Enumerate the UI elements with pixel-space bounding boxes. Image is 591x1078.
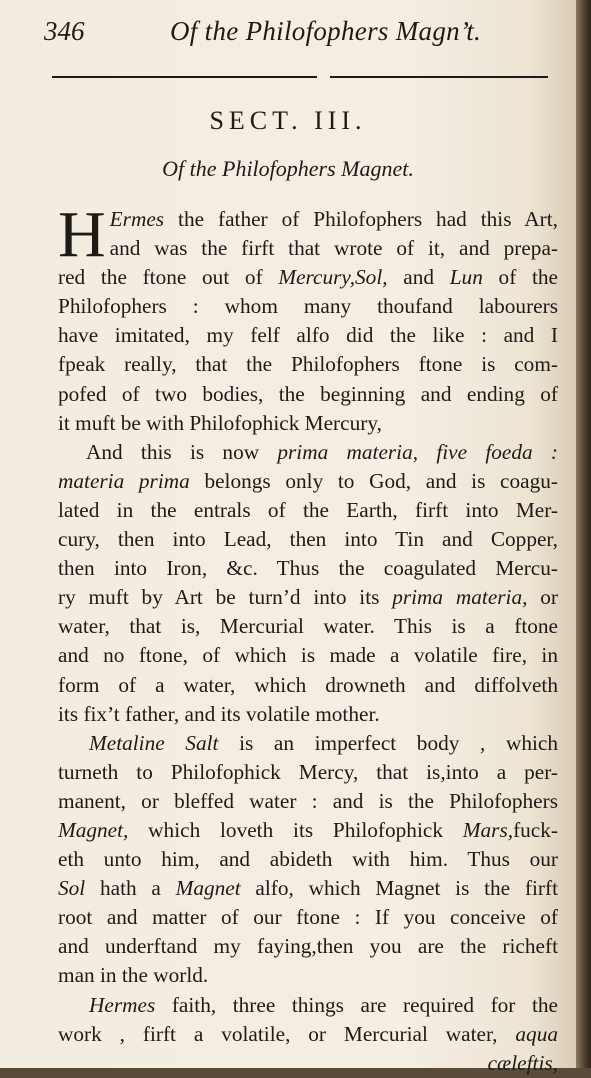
text-run: belongs only to God, and is coagu- (189, 468, 558, 493)
text-line (58, 816, 558, 845)
text-run: of the (482, 265, 558, 290)
text-line: manent, or bleffed water : and is the Philofophers (58, 788, 558, 813)
text-run: Metaline Salt (89, 730, 219, 755)
text-line: then into Iron, &c. Thus the coagulated Mercu- (58, 556, 558, 581)
text-line: form of a water, which drowneth and diffolveth (58, 672, 558, 697)
text-line (58, 263, 558, 292)
text-line: and was the firft that wrote of it, and prepa- (109, 236, 558, 261)
running-head (44, 14, 536, 54)
text-line: water, that is, Mercurial water. This is a ftone (58, 614, 558, 639)
text-run: or (527, 585, 558, 610)
text-run: work , firft a volatile, or Mercurial water, (58, 1021, 516, 1046)
text-run: fuck- (513, 817, 558, 842)
section-heading: SECT. III. (209, 106, 367, 135)
text-run: which loveth its Philofophick (128, 817, 463, 842)
text-line (58, 205, 558, 234)
text-line (58, 991, 558, 1020)
header-rule-right (330, 76, 548, 78)
text-run: prima materia, five foeda : (277, 439, 558, 464)
text-line: turneth to Philofophick Mercy, that is,into a per- (58, 759, 558, 784)
text-run: And this is now (86, 439, 278, 464)
page-number: 346 (44, 16, 85, 46)
text-run: prima materia, (392, 585, 528, 610)
text-run: alfo, which Magnet is the firft (240, 876, 558, 901)
text-run: is an imperfect body , which (218, 730, 558, 755)
paragraph-4 (58, 991, 558, 1078)
text-line: and underftand my faying,then you are the richeft (58, 934, 558, 959)
text-run: Mars, (462, 817, 514, 842)
text-run: Magnet, (58, 817, 129, 842)
text-run: Lun (449, 265, 483, 290)
body-text (58, 198, 558, 1078)
paragraph-3 (58, 729, 558, 991)
text-run: and (387, 265, 450, 290)
text-line (58, 438, 558, 467)
text-line: man in the world. (58, 963, 209, 988)
text-run: ry muft by Art be turn’d into its (58, 585, 393, 610)
text-line: root and matter of our ftone : If you conceive of (58, 905, 558, 930)
text-line: its fix’t father, and its volatile mother. (58, 701, 380, 726)
text-line (58, 874, 558, 903)
text-run: materia prima (58, 468, 190, 493)
text-line (58, 1020, 558, 1049)
text-line: eth unto him, and abideth with him. Thus our (58, 847, 558, 872)
text-run: Sol (58, 876, 86, 901)
text-line: fpeak really, that the Philofophers ftone is com- (58, 352, 558, 377)
running-title: Of the Philofophers Magn’t. (170, 16, 482, 46)
text-line: Philofophers : whom many thoufand labourers (58, 294, 558, 319)
text-line: have imitated, my felf alfo did the like : and I (58, 323, 558, 348)
text-run: Ermes (109, 207, 165, 231)
text-run: Magnet (175, 876, 241, 901)
text-line: and no ftone, of which is made a volatile fire, in (58, 643, 558, 668)
text-line: lated in the entrals of the Earth, firft into Mer- (58, 497, 558, 522)
page-edge-shadow (576, 0, 591, 1068)
section-subtitle: Of the Philofophers Magnet. (162, 156, 414, 181)
text-line (58, 583, 558, 612)
header-rule-left (52, 76, 317, 78)
text-run: aqua (515, 1021, 558, 1046)
text-run: the father of Philofophers had this Art, (164, 207, 558, 231)
paragraph-2 (58, 438, 558, 729)
text-run: faith, three things are required for the (155, 992, 558, 1017)
drop-cap: H (58, 198, 106, 271)
text-line: pofed of two bodies, the beginning and ending of (58, 381, 558, 406)
catchword: cæleftis, (487, 1050, 558, 1075)
text-line (58, 467, 558, 496)
text-line: cury, then into Lead, then into Tin and Copper, (58, 527, 558, 552)
text-line: it muft be with Philofophick Mercury, (58, 410, 382, 435)
paragraph-1 (58, 198, 558, 438)
text-run: red the ftone out of (58, 265, 279, 290)
text-run: Mercury,Sol, (278, 265, 388, 290)
text-run: hath a (85, 876, 176, 901)
text-run: Hermes (89, 992, 156, 1017)
text-line (58, 729, 558, 758)
